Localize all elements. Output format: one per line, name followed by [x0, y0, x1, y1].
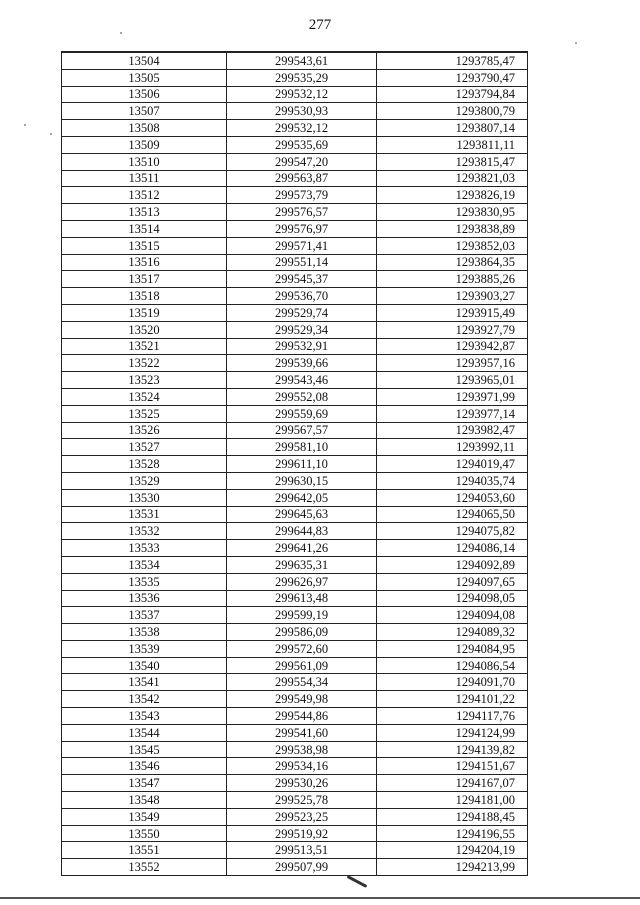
x-coordinate-cell: 299644,83 [227, 523, 377, 540]
x-coordinate-cell: 299611,10 [227, 456, 377, 473]
point-number-cell: 13534 [62, 556, 227, 573]
table-row [62, 624, 528, 641]
point-number-cell: 13552 [62, 859, 227, 876]
point-number-cell: 13506 [62, 86, 227, 103]
table-row [62, 556, 528, 573]
point-number-cell: 13533 [62, 540, 227, 557]
x-coordinate-cell: 299626,97 [227, 573, 377, 590]
x-coordinate-cell: 299547,20 [227, 153, 377, 170]
table-row [62, 204, 528, 221]
x-coordinate-cell: 299543,61 [227, 52, 377, 69]
y-coordinate-cell: 1294065,50 [377, 506, 528, 523]
y-coordinate-cell: 1293864,35 [377, 254, 528, 271]
table-row [62, 758, 528, 775]
table-row [62, 456, 528, 473]
y-coordinate-cell: 1294091,70 [377, 674, 528, 691]
point-number-cell: 13508 [62, 120, 227, 137]
point-number-cell: 13507 [62, 103, 227, 120]
x-coordinate-cell: 299535,29 [227, 69, 377, 86]
y-coordinate-cell: 1294084,95 [377, 640, 528, 657]
y-coordinate-cell: 1293957,16 [377, 355, 528, 372]
table-row [62, 187, 528, 204]
x-coordinate-cell: 299530,93 [227, 103, 377, 120]
point-number-cell: 13516 [62, 254, 227, 271]
x-coordinate-cell: 299535,69 [227, 136, 377, 153]
point-number-cell: 13524 [62, 388, 227, 405]
x-coordinate-cell: 299507,99 [227, 859, 377, 876]
point-number-cell: 13517 [62, 271, 227, 288]
point-number-cell: 13550 [62, 825, 227, 842]
x-coordinate-cell: 299576,97 [227, 220, 377, 237]
x-coordinate-cell: 299519,92 [227, 825, 377, 842]
point-number-cell: 13551 [62, 842, 227, 859]
table-row [62, 439, 528, 456]
y-coordinate-cell: 1293826,19 [377, 187, 528, 204]
table-row [62, 657, 528, 674]
x-coordinate-cell: 299552,08 [227, 388, 377, 405]
y-coordinate-cell: 1293838,89 [377, 220, 528, 237]
scan-dot [50, 133, 52, 135]
y-coordinate-cell: 1294092,89 [377, 556, 528, 573]
x-coordinate-cell: 299642,05 [227, 489, 377, 506]
point-number-cell: 13521 [62, 338, 227, 355]
y-coordinate-cell: 1294053,60 [377, 489, 528, 506]
table-row [62, 304, 528, 321]
y-coordinate-cell: 1294181,00 [377, 792, 528, 809]
y-coordinate-cell: 1294035,74 [377, 472, 528, 489]
table-row [62, 120, 528, 137]
point-number-cell: 13518 [62, 288, 227, 305]
point-number-cell: 13527 [62, 439, 227, 456]
point-number-cell: 13539 [62, 640, 227, 657]
y-coordinate-cell: 1293885,26 [377, 271, 528, 288]
y-coordinate-cell: 1294086,54 [377, 657, 528, 674]
table-row [62, 640, 528, 657]
point-number-cell: 13523 [62, 372, 227, 389]
y-coordinate-cell: 1294151,67 [377, 758, 528, 775]
y-coordinate-cell: 1294086,14 [377, 540, 528, 557]
table-row [62, 388, 528, 405]
table-row [62, 573, 528, 590]
x-coordinate-cell: 299645,63 [227, 506, 377, 523]
x-coordinate-cell: 299567,57 [227, 422, 377, 439]
point-number-cell: 13549 [62, 808, 227, 825]
table-row [62, 825, 528, 842]
y-coordinate-cell: 1294204,19 [377, 842, 528, 859]
table-row [62, 590, 528, 607]
x-coordinate-cell: 299573,79 [227, 187, 377, 204]
point-number-cell: 13538 [62, 624, 227, 641]
x-coordinate-cell: 299586,09 [227, 624, 377, 641]
point-number-cell: 13543 [62, 708, 227, 725]
table-row [62, 288, 528, 305]
y-coordinate-cell: 1294101,22 [377, 691, 528, 708]
point-number-cell: 13504 [62, 52, 227, 69]
y-coordinate-cell: 1294139,82 [377, 741, 528, 758]
y-coordinate-cell: 1293807,14 [377, 120, 528, 137]
table-row [62, 792, 528, 809]
table-row [62, 842, 528, 859]
y-coordinate-cell: 1293977,14 [377, 405, 528, 422]
x-coordinate-cell: 299529,34 [227, 321, 377, 338]
table-row [62, 708, 528, 725]
x-coordinate-cell: 299530,26 [227, 775, 377, 792]
point-number-cell: 13542 [62, 691, 227, 708]
y-coordinate-cell: 1293965,01 [377, 372, 528, 389]
y-coordinate-cell: 1294117,76 [377, 708, 528, 725]
x-coordinate-cell: 299525,78 [227, 792, 377, 809]
scan-dot [575, 42, 577, 44]
point-number-cell: 13519 [62, 304, 227, 321]
point-number-cell: 13531 [62, 506, 227, 523]
point-number-cell: 13547 [62, 775, 227, 792]
y-coordinate-cell: 1293811,11 [377, 136, 528, 153]
table-row [62, 271, 528, 288]
y-coordinate-cell: 1294213,99 [377, 859, 528, 876]
table-row [62, 103, 528, 120]
y-coordinate-cell: 1293790,47 [377, 69, 528, 86]
x-coordinate-cell: 299613,48 [227, 590, 377, 607]
point-number-cell: 13513 [62, 204, 227, 221]
table-row [62, 136, 528, 153]
x-coordinate-cell: 299529,74 [227, 304, 377, 321]
coordinates-table [61, 51, 528, 876]
x-coordinate-cell: 299635,31 [227, 556, 377, 573]
x-coordinate-cell: 299549,98 [227, 691, 377, 708]
x-coordinate-cell: 299630,15 [227, 472, 377, 489]
table-row [62, 472, 528, 489]
x-coordinate-cell: 299513,51 [227, 842, 377, 859]
y-coordinate-cell: 1294167,07 [377, 775, 528, 792]
x-coordinate-cell: 299523,25 [227, 808, 377, 825]
point-number-cell: 13528 [62, 456, 227, 473]
point-number-cell: 13535 [62, 573, 227, 590]
table-row [62, 355, 528, 372]
point-number-cell: 13515 [62, 237, 227, 254]
y-coordinate-cell: 1293815,47 [377, 153, 528, 170]
y-coordinate-cell: 1293915,49 [377, 304, 528, 321]
table-row [62, 540, 528, 557]
x-coordinate-cell: 299563,87 [227, 170, 377, 187]
point-number-cell: 13545 [62, 741, 227, 758]
table-row [62, 724, 528, 741]
table-row [62, 489, 528, 506]
y-coordinate-cell: 1293830,95 [377, 204, 528, 221]
x-coordinate-cell: 299581,10 [227, 439, 377, 456]
point-number-cell: 13548 [62, 792, 227, 809]
y-coordinate-cell: 1294098,05 [377, 590, 528, 607]
x-coordinate-cell: 299539,66 [227, 355, 377, 372]
point-number-cell: 13505 [62, 69, 227, 86]
x-coordinate-cell: 299532,91 [227, 338, 377, 355]
point-number-cell: 13512 [62, 187, 227, 204]
x-coordinate-cell: 299571,41 [227, 237, 377, 254]
x-coordinate-cell: 299538,98 [227, 741, 377, 758]
y-coordinate-cell: 1294196,55 [377, 825, 528, 842]
y-coordinate-cell: 1293785,47 [377, 52, 528, 69]
point-number-cell: 13546 [62, 758, 227, 775]
table-row [62, 859, 528, 876]
table-row [62, 321, 528, 338]
table-row [62, 405, 528, 422]
point-number-cell: 13526 [62, 422, 227, 439]
y-coordinate-cell: 1294094,08 [377, 607, 528, 624]
table-row [62, 808, 528, 825]
x-coordinate-cell: 299541,60 [227, 724, 377, 741]
point-number-cell: 13522 [62, 355, 227, 372]
point-number-cell: 13532 [62, 523, 227, 540]
table-row [62, 775, 528, 792]
page-number: 277 [308, 17, 332, 33]
y-coordinate-cell: 1294089,32 [377, 624, 528, 641]
point-number-cell: 13525 [62, 405, 227, 422]
x-coordinate-cell: 299559,69 [227, 405, 377, 422]
x-coordinate-cell: 299534,16 [227, 758, 377, 775]
y-coordinate-cell: 1293794,84 [377, 86, 528, 103]
point-number-cell: 13529 [62, 472, 227, 489]
point-number-cell: 13520 [62, 321, 227, 338]
y-coordinate-cell: 1294124,99 [377, 724, 528, 741]
x-coordinate-cell: 299641,26 [227, 540, 377, 557]
point-number-cell: 13514 [62, 220, 227, 237]
y-coordinate-cell: 1293992,11 [377, 439, 528, 456]
table-row [62, 607, 528, 624]
y-coordinate-cell: 1293971,99 [377, 388, 528, 405]
table-row [62, 254, 528, 271]
point-number-cell: 13541 [62, 674, 227, 691]
point-number-cell: 13536 [62, 590, 227, 607]
y-coordinate-cell: 1294075,82 [377, 523, 528, 540]
table-row [62, 523, 528, 540]
point-number-cell: 13540 [62, 657, 227, 674]
y-coordinate-cell: 1294188,45 [377, 808, 528, 825]
x-coordinate-cell: 299543,46 [227, 372, 377, 389]
y-coordinate-cell: 1294097,65 [377, 573, 528, 590]
table-row [62, 741, 528, 758]
x-coordinate-cell: 299532,12 [227, 120, 377, 137]
table-row [62, 237, 528, 254]
table-row [62, 372, 528, 389]
scan-mark [347, 875, 368, 888]
table-row [62, 86, 528, 103]
table-row [62, 69, 528, 86]
x-coordinate-cell: 299554,34 [227, 674, 377, 691]
y-coordinate-cell: 1293942,87 [377, 338, 528, 355]
point-number-cell: 13537 [62, 607, 227, 624]
table-row [62, 220, 528, 237]
x-coordinate-cell: 299544,86 [227, 708, 377, 725]
table-row [62, 153, 528, 170]
x-coordinate-cell: 299532,12 [227, 86, 377, 103]
table-row [62, 691, 528, 708]
x-coordinate-cell: 299572,60 [227, 640, 377, 657]
x-coordinate-cell: 299576,57 [227, 204, 377, 221]
y-coordinate-cell: 1294019,47 [377, 456, 528, 473]
scan-dot [120, 32, 122, 34]
y-coordinate-cell: 1293927,79 [377, 321, 528, 338]
point-number-cell: 13530 [62, 489, 227, 506]
table-row [62, 674, 528, 691]
table-row [62, 338, 528, 355]
table-row [62, 170, 528, 187]
x-coordinate-cell: 299561,09 [227, 657, 377, 674]
y-coordinate-cell: 1293821,03 [377, 170, 528, 187]
y-coordinate-cell: 1293800,79 [377, 103, 528, 120]
y-coordinate-cell: 1293982,47 [377, 422, 528, 439]
point-number-cell: 13511 [62, 170, 227, 187]
point-number-cell: 13509 [62, 136, 227, 153]
y-coordinate-cell: 1293852,03 [377, 237, 528, 254]
x-coordinate-cell: 299545,37 [227, 271, 377, 288]
table-row [62, 422, 528, 439]
x-coordinate-cell: 299599,19 [227, 607, 377, 624]
x-coordinate-cell: 299551,14 [227, 254, 377, 271]
y-coordinate-cell: 1293903,27 [377, 288, 528, 305]
scan-dot [24, 124, 26, 126]
bottom-rule [0, 897, 640, 899]
point-number-cell: 13510 [62, 153, 227, 170]
table-row [62, 506, 528, 523]
point-number-cell: 13544 [62, 724, 227, 741]
coordinates-table-body [62, 52, 528, 876]
x-coordinate-cell: 299536,70 [227, 288, 377, 305]
table-row [62, 52, 528, 69]
